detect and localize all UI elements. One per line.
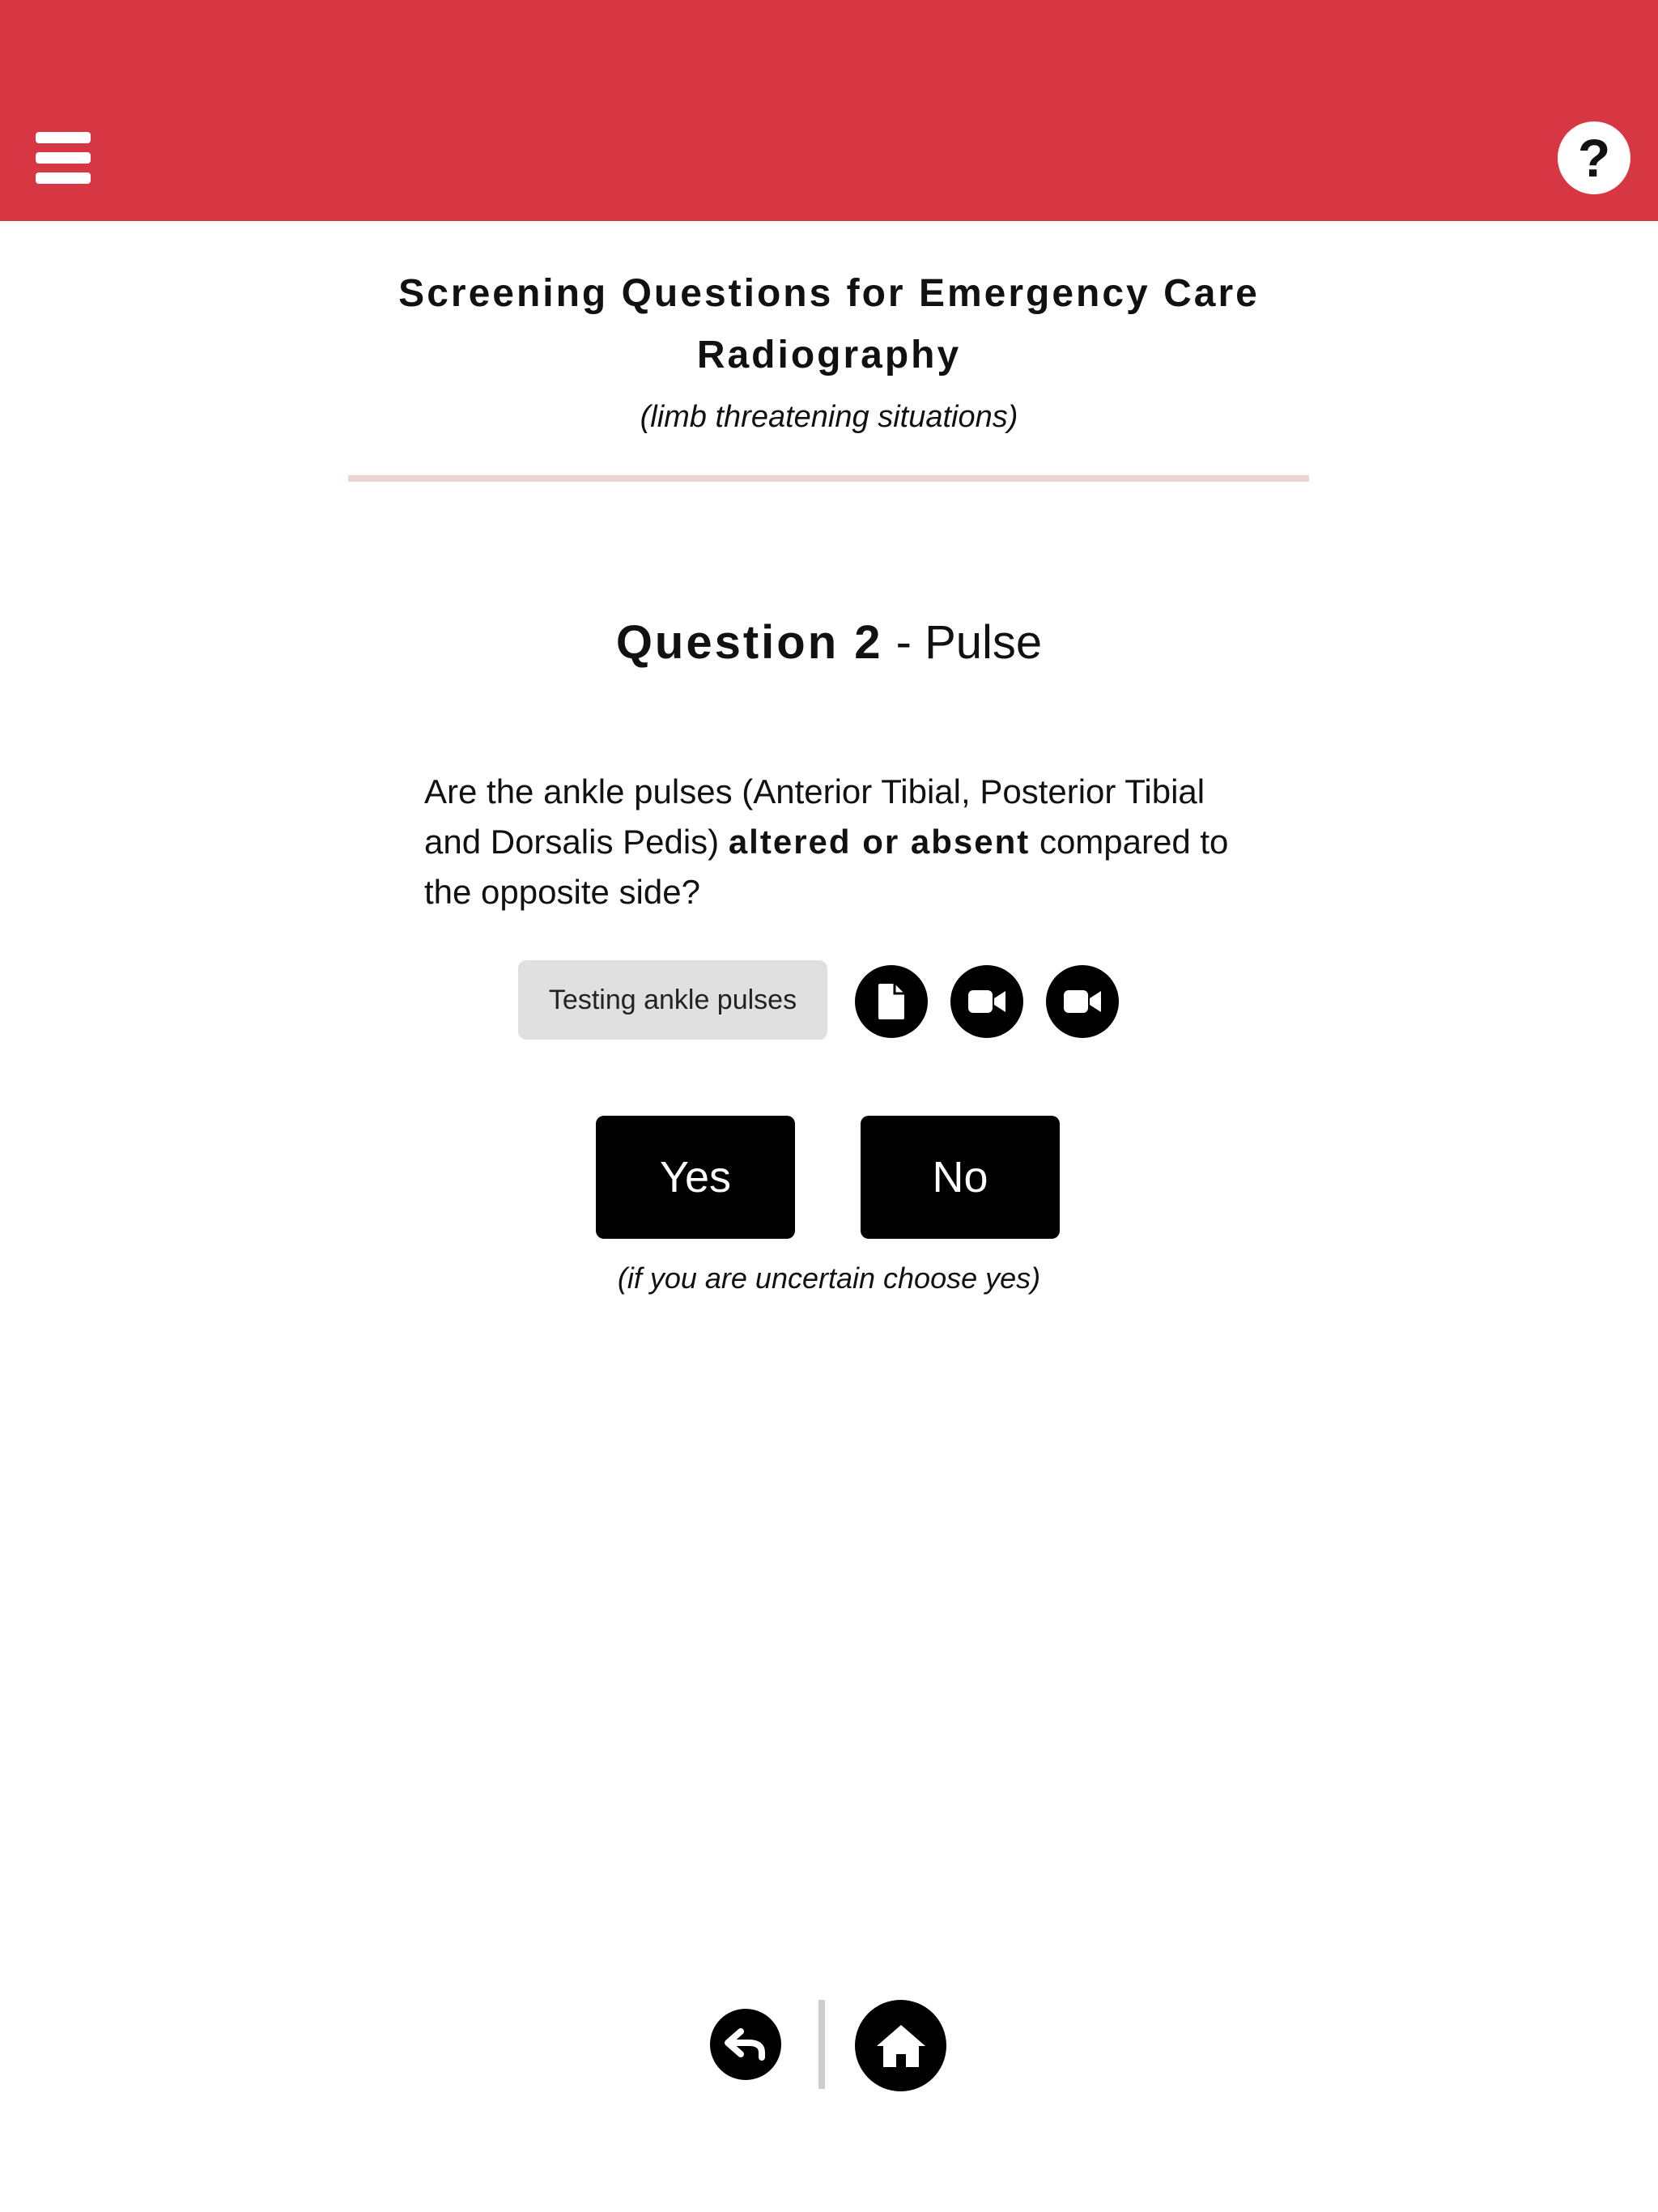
- yes-button[interactable]: Yes: [596, 1116, 795, 1239]
- question-text-before: Are the ankle pulses (Anterior Tibial, Posterior Tibial and Dorsalis Pedis): [424, 772, 1205, 861]
- back-arrow-icon[interactable]: [710, 2009, 781, 2080]
- question-separator: -: [882, 616, 925, 669]
- question-text-emphasis: altered or absent: [728, 823, 1031, 861]
- no-button[interactable]: No: [861, 1116, 1060, 1239]
- home-icon[interactable]: [855, 2000, 946, 2091]
- question-text: [424, 767, 1234, 917]
- video-icon[interactable]: [950, 965, 1023, 1038]
- uncertainty-hint: (if you are uncertain choose yes): [617, 1261, 1041, 1295]
- question-topic: Pulse: [925, 616, 1043, 669]
- testing-ankle-pulses-button[interactable]: Testing ankle pulses: [518, 960, 827, 1040]
- document-icon[interactable]: [855, 965, 928, 1038]
- title-divider: [348, 475, 1309, 482]
- question-heading: [343, 615, 1315, 670]
- footer-divider: [818, 2000, 825, 2089]
- question-text-after: compared to the opposite side?: [424, 823, 1229, 911]
- question-number: Question 2: [615, 616, 883, 669]
- video-icon[interactable]: [1046, 965, 1119, 1038]
- page-title: Screening Questions for Emergency Care Radiography: [398, 272, 1260, 376]
- header-bar: [0, 0, 1658, 221]
- question-mark-icon: ?: [1577, 128, 1611, 188]
- page-subtitle: (limb threatening situations): [640, 400, 1018, 434]
- help-button[interactable]: [1558, 121, 1630, 194]
- hamburger-menu-icon[interactable]: [36, 132, 91, 184]
